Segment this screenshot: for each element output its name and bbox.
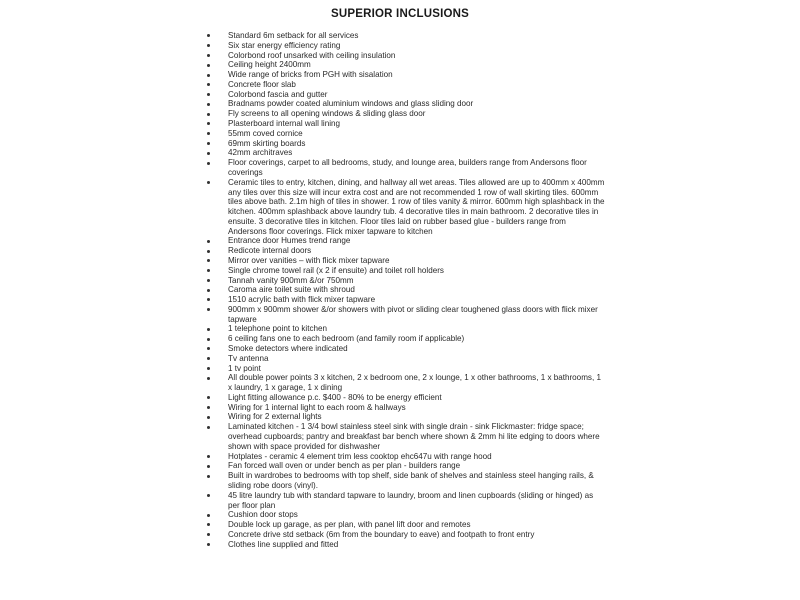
bullet-icon	[207, 74, 210, 77]
inclusion-text: Concrete drive std setback (6m from the boundary to eave) and footpath to front entry	[228, 529, 535, 539]
document-title: SUPERIOR INCLUSIONS	[331, 8, 469, 20]
inclusion-text: 69mm skirting boards	[228, 138, 306, 148]
inclusion-item	[206, 364, 606, 374]
inclusion-text: Redicote internal doors	[228, 246, 312, 256]
bullet-icon	[207, 308, 210, 311]
inclusion-text: Wide range of bricks from PGH with sisalation	[228, 70, 393, 80]
inclusion-text: 6 ceiling fans one to each bedroom (and family room if applicable)	[228, 334, 465, 344]
inclusion-item	[206, 393, 606, 403]
inclusion-text: Clothes line supplied and fitted	[228, 539, 339, 549]
bullet-icon	[207, 93, 210, 96]
inclusion-text: Ceramic tiles to entry, kitchen, dining, and hallway all wet areas. Tiles allowed are up to 400mm x 400mm any tiles over this size will incur extra cost and are not recommended 1 row of wall skirting tiles. 600mm tiles above bath. 2.1m high of tiles in shower. 1 row of tiles vanity & mirror. 600mm high splashback in the kitchen. 400mm splashback above laundry tub. 4 decorative tiles in main bathroom. 2 decorative tiles in ensuite. 3 decorative tiles in kitchen. Floor tiles laid on rubber based glue - builders range from Andersons floor coverings. Flick mixer tapware to kitchen	[228, 177, 605, 236]
bullet-icon	[207, 83, 210, 86]
inclusion-text: Tannah vanity 900mm &/or 750mm	[228, 275, 354, 285]
inclusion-text: All double power points 3 x kitchen, 2 x bedroom one, 2 x lounge, 1 x other bathrooms, 1 x bathrooms, 1 x laundry, 1 x garage, 1 x dining	[228, 373, 601, 393]
inclusion-text: Laminated kitchen - 1 3/4 bowl stainless steel sink with single drain - sink Flickmaster: fridge space; overhead cupboards; pantry and breakfast bar bench where shown & 2mm hi lite edging to doors where shown with space provided for dishwasher	[228, 422, 600, 451]
bullet-icon	[207, 269, 210, 272]
bullet-icon	[207, 279, 210, 282]
inclusion-text: 42mm architraves	[228, 148, 293, 158]
inclusion-item	[206, 41, 606, 51]
inclusion-text: 900mm x 900mm shower &/or showers with pivot or sliding clear toughened glass doors with flick mixer tapware	[228, 304, 598, 324]
inclusion-item	[206, 373, 606, 393]
inclusion-item	[206, 403, 606, 413]
inclusion-item	[206, 285, 606, 295]
bullet-icon	[207, 543, 210, 546]
inclusion-text: Plasterboard internal wall lining	[228, 119, 341, 129]
inclusion-item	[206, 158, 606, 178]
bullet-icon	[207, 64, 210, 67]
bullet-icon	[207, 357, 210, 360]
inclusion-text: Colorbond fascia and gutter	[228, 89, 328, 99]
inclusion-item	[206, 510, 606, 520]
inclusion-text: 1 telephone point to kitchen	[228, 324, 327, 334]
inclusion-text: 1 tv point	[228, 363, 261, 373]
inclusion-item	[206, 70, 606, 80]
bullet-icon	[207, 142, 210, 145]
bullet-icon	[207, 475, 210, 478]
inclusion-text: Entrance door Humes trend range	[228, 236, 351, 246]
bullet-icon	[207, 259, 210, 262]
bullet-icon	[207, 523, 210, 526]
bullet-icon	[207, 367, 210, 370]
bullet-icon	[207, 113, 210, 116]
inclusion-text: Floor coverings, carpet to all bedrooms, study, and lounge area, builders range from Andersons floor coverings	[228, 158, 587, 177]
inclusion-item	[206, 334, 606, 344]
inclusion-text: Fly screens to all opening windows & sliding glass door	[228, 109, 426, 119]
inclusion-item	[206, 119, 606, 129]
inclusion-text: 1510 acrylic bath with flick mixer tapware	[228, 295, 376, 305]
inclusion-text: Concrete floor slab	[228, 79, 296, 89]
bullet-icon	[207, 122, 210, 125]
inclusion-text: Smoke detectors where indicated	[228, 344, 348, 353]
inclusion-item	[206, 80, 606, 90]
inclusion-text: Built in wardrobes to bedrooms with top shelf, side bank of shelves and stainless steel hanging rails, & sliding robe doors (vinyl).	[228, 471, 594, 490]
inclusion-text: Ceiling height 2400mm	[228, 60, 311, 70]
inclusion-item	[206, 109, 606, 119]
bullet-icon	[207, 152, 210, 155]
bullet-icon	[207, 44, 210, 47]
bullet-icon	[207, 162, 210, 165]
bullet-icon	[207, 103, 210, 106]
inclusion-item	[206, 266, 606, 276]
inclusion-item	[206, 530, 606, 540]
inclusion-item	[206, 31, 606, 41]
bullet-icon	[207, 455, 210, 458]
inclusion-text: Hotplates - ceramic 4 element trim less cooktop ehc647u with range hood	[228, 451, 492, 461]
inclusion-text: Wiring for 1 internal light to each room & hallways	[228, 402, 406, 412]
inclusion-text: Double lock up garage, as per plan, with panel lift door and remotes	[228, 520, 471, 530]
inclusion-item	[206, 256, 606, 266]
inclusion-text: Mirror over vanities – with flick mixer tapware	[228, 255, 390, 265]
inclusion-item	[206, 148, 606, 158]
inclusion-text: Single chrome towel rail (x 2 if ensuite) and toilet roll holders	[228, 265, 444, 275]
bullet-icon	[207, 465, 210, 468]
inclusion-item	[206, 236, 606, 246]
bullet-icon	[207, 181, 210, 184]
bullet-icon	[207, 416, 210, 419]
inclusion-item	[206, 295, 606, 305]
inclusion-text: 55mm coved cornice	[228, 128, 303, 138]
bullet-icon	[207, 54, 210, 57]
inclusion-item	[206, 461, 606, 471]
bullet-icon	[207, 338, 210, 341]
inclusion-item	[206, 324, 606, 334]
bullet-icon	[207, 250, 210, 253]
inclusion-text: Wiring for 2 external lights	[228, 412, 322, 422]
inclusion-item	[206, 344, 606, 354]
bullet-icon	[207, 34, 210, 37]
inclusion-text: 45 litre laundry tub with standard tapware to laundry, broom and linen cupboards (sliding or hinged) as per floor plan	[228, 490, 594, 510]
inclusion-item	[206, 305, 606, 325]
inclusions-list	[206, 31, 606, 549]
bullet-icon	[207, 132, 210, 135]
inclusion-item	[206, 491, 606, 511]
inclusion-item	[206, 60, 606, 70]
inclusion-item	[206, 520, 606, 530]
bullet-icon	[207, 406, 210, 409]
inclusion-item	[206, 246, 606, 256]
inclusion-item	[206, 276, 606, 286]
bullet-icon	[207, 396, 210, 399]
inclusion-text: Tv antenna	[228, 353, 269, 363]
bullet-icon	[207, 514, 210, 517]
bullet-icon	[207, 328, 210, 331]
inclusion-text: Caroma aire toilet suite with shroud	[228, 285, 355, 295]
inclusion-text: Bradnams powder coated aluminium windows and glass sliding door	[228, 99, 474, 109]
inclusion-item	[206, 139, 606, 149]
inclusion-item	[206, 471, 606, 491]
bullet-icon	[207, 347, 210, 350]
inclusion-text: Light fitting allowance p.c. $400 - 80% to be energy efficient	[228, 392, 442, 402]
bullet-icon	[207, 289, 210, 292]
bullet-icon	[207, 240, 210, 243]
inclusion-text: Cushion door stops	[228, 510, 298, 520]
inclusion-item	[206, 540, 606, 550]
bullet-icon	[207, 494, 210, 497]
inclusion-item	[206, 422, 606, 451]
bullet-icon	[207, 377, 210, 380]
inclusion-item	[206, 178, 606, 237]
inclusion-item	[206, 412, 606, 422]
inclusion-text: Six star energy efficiency rating	[228, 40, 341, 50]
inclusion-item	[206, 129, 606, 139]
inclusion-text: Colorbond roof unsarked with ceiling insulation	[228, 50, 396, 60]
bullet-icon	[207, 426, 210, 429]
inclusion-item	[206, 354, 606, 364]
bullet-icon	[207, 298, 210, 301]
inclusion-item	[206, 452, 606, 462]
inclusion-text: Fan forced wall oven or under bench as per plan - builders range	[228, 461, 461, 471]
inclusion-item	[206, 90, 606, 100]
inclusion-item	[206, 51, 606, 61]
inclusion-item	[206, 99, 606, 109]
bullet-icon	[207, 533, 210, 536]
inclusion-text: Standard 6m setback for all services	[228, 31, 359, 40]
